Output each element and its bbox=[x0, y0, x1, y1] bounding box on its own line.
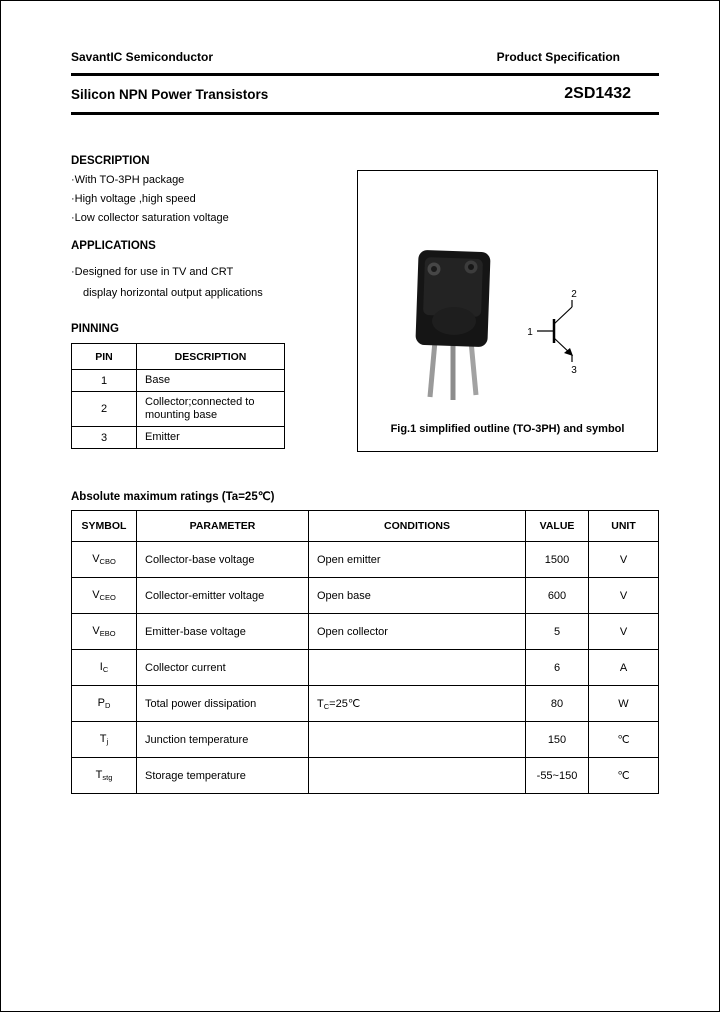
table-row bbox=[72, 650, 659, 686]
value-cell: 150 bbox=[526, 722, 589, 758]
table-row bbox=[72, 392, 285, 427]
parameter-cell: Collector-emitter voltage bbox=[137, 578, 309, 614]
applications-line: ·Designed for use in TV and CRT bbox=[71, 266, 234, 278]
table-row bbox=[72, 614, 659, 650]
unit-cell: V bbox=[589, 614, 659, 650]
conditions-cell bbox=[309, 686, 526, 722]
pinning-heading: PINNING bbox=[71, 323, 119, 335]
conditions-column-header: CONDITIONS bbox=[309, 511, 526, 542]
value-cell: -55~150 bbox=[526, 758, 589, 794]
symbol-base: P bbox=[97, 697, 105, 709]
table-row bbox=[72, 686, 659, 722]
conditions-cell bbox=[309, 722, 526, 758]
ratings-table bbox=[71, 510, 659, 794]
value-cell: 5 bbox=[526, 614, 589, 650]
applications-line: display horizontal output applications bbox=[83, 287, 263, 299]
value-cell: 1500 bbox=[526, 542, 589, 578]
pin-number-cell: 2 bbox=[72, 392, 137, 427]
symbol-cell bbox=[72, 542, 137, 578]
value-cell: 6 bbox=[526, 650, 589, 686]
symbol-subscript: j bbox=[106, 737, 109, 746]
title-divider bbox=[71, 112, 659, 115]
unit-cell: V bbox=[589, 542, 659, 578]
parameter-cell: Junction temperature bbox=[137, 722, 309, 758]
conditions-cell bbox=[309, 650, 526, 686]
unit-cell: A bbox=[589, 650, 659, 686]
figure-box bbox=[357, 170, 658, 452]
description-item: ·With TO-3PH package bbox=[71, 174, 185, 186]
symbol-base: T bbox=[95, 769, 103, 781]
company-name: SavantIC Semiconductor bbox=[71, 50, 214, 64]
figure-art bbox=[358, 171, 657, 421]
conditions-cell: Open collector bbox=[309, 614, 526, 650]
base-pin-label: 1 bbox=[527, 327, 533, 338]
parameter-cell: Storage temperature bbox=[137, 758, 309, 794]
conditions-cell: Open base bbox=[309, 578, 526, 614]
parameter-cell: Total power dissipation bbox=[137, 686, 309, 722]
unit-cell: V bbox=[589, 578, 659, 614]
pin-number-cell: 3 bbox=[72, 427, 137, 449]
header-divider bbox=[71, 73, 659, 76]
symbol-base: V bbox=[92, 625, 100, 637]
unit-cell: ℃ bbox=[589, 722, 659, 758]
package-drawing bbox=[415, 250, 490, 400]
table-row bbox=[72, 370, 285, 392]
description-item: ·High voltage ,high speed bbox=[71, 193, 196, 205]
symbol-cell bbox=[72, 614, 137, 650]
symbol-subscript: D bbox=[104, 701, 111, 710]
symbol-base: T bbox=[99, 733, 107, 745]
emitter-pin-label: 3 bbox=[571, 365, 577, 376]
pin-description-cell: Base bbox=[137, 370, 285, 392]
pin-number-cell: 1 bbox=[72, 370, 137, 392]
conditions-cell: Open emitter bbox=[309, 542, 526, 578]
pin-description-cell: Emitter bbox=[137, 427, 285, 449]
symbol-cell bbox=[72, 578, 137, 614]
parameter-cell: Collector-base voltage bbox=[137, 542, 309, 578]
doc-type-label: Product Specification bbox=[496, 50, 620, 64]
description-item: ·Low collector saturation voltage bbox=[71, 212, 229, 224]
value-cell: 600 bbox=[526, 578, 589, 614]
collector-pin-label: 2 bbox=[571, 289, 577, 300]
table-row bbox=[72, 722, 659, 758]
symbol-cell bbox=[72, 758, 137, 794]
ratings-header-row bbox=[72, 511, 659, 542]
pin-description-cell: Collector;connected to mounting base bbox=[137, 392, 285, 427]
transistor-symbol bbox=[537, 300, 573, 362]
conditions-rest: =25℃ bbox=[329, 697, 361, 710]
symbol-subscript: EBO bbox=[99, 629, 116, 638]
symbol-base: V bbox=[92, 553, 100, 565]
figure-caption: Fig.1 simplified outline (TO-3PH) and symbol bbox=[390, 423, 625, 435]
unit-cell: W bbox=[589, 686, 659, 722]
parameter-cell: Collector current bbox=[137, 650, 309, 686]
pin-table bbox=[71, 343, 285, 449]
page-title: Silicon NPN Power Transistors bbox=[71, 87, 269, 102]
symbol-subscript: C bbox=[102, 665, 109, 674]
symbol-cell bbox=[72, 650, 137, 686]
applications-heading: APPLICATIONS bbox=[71, 240, 156, 252]
parameter-column-header: PARAMETER bbox=[137, 511, 309, 542]
conditions-base: T bbox=[317, 697, 324, 710]
table-row bbox=[72, 542, 659, 578]
pin-table-header-row bbox=[72, 344, 285, 370]
part-number: 2SD1432 bbox=[564, 85, 631, 102]
table-row bbox=[72, 758, 659, 794]
symbol-subscript: CBO bbox=[99, 557, 116, 566]
value-cell: 80 bbox=[526, 686, 589, 722]
symbol-base: V bbox=[92, 589, 100, 601]
description-heading: DESCRIPTION bbox=[71, 155, 150, 167]
symbol-subscript: stg bbox=[102, 773, 113, 782]
symbol-base: I bbox=[99, 661, 103, 673]
description-list bbox=[71, 174, 229, 231]
symbol-subscript: CEO bbox=[99, 593, 116, 602]
ratings-heading: Absolute maximum ratings (Ta=25℃) bbox=[71, 491, 275, 503]
description-column-header: DESCRIPTION bbox=[137, 344, 285, 370]
conditions-subscript: C bbox=[323, 701, 330, 711]
parameter-cell: Emitter-base voltage bbox=[137, 614, 309, 650]
symbol-column-header: SYMBOL bbox=[72, 511, 137, 542]
unit-cell: ℃ bbox=[589, 758, 659, 794]
pin-column-header: PIN bbox=[72, 344, 137, 370]
conditions-cell bbox=[309, 758, 526, 794]
symbol-cell bbox=[72, 722, 137, 758]
unit-column-header: UNIT bbox=[589, 511, 659, 542]
symbol-cell bbox=[72, 686, 137, 722]
table-row bbox=[72, 578, 659, 614]
value-column-header: VALUE bbox=[526, 511, 589, 542]
table-row bbox=[72, 427, 285, 449]
